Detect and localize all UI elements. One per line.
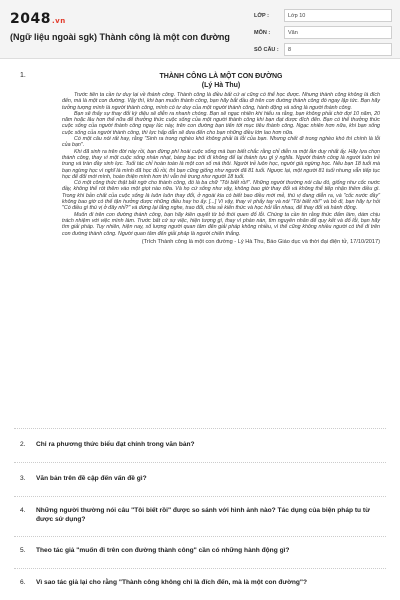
question-number: 2. [20, 441, 26, 448]
question-item [20, 546, 380, 555]
divider [14, 462, 386, 463]
question-text: Chỉ ra phương thức biểu đạt chính trong văn bản? [36, 441, 195, 448]
meta-label: LỚP : [254, 12, 269, 19]
passage-paragraph: Bạn sẽ thấy sự thay đổi kỳ diệu sẽ diễn ra nhanh chóng. Bạn sẽ ngạc nhiên khi hiểu ra rằng, bạn không phải chờ đợi 10 năm, 20 năm hoặc lâu hơn thế nữa để thưởng thức cuộc sống của một người thành công khi bạn đạt được đích đến. Bạn có thể thưởng thức cuộc sống của người thành công ngay lúc này, trên con đường bạn tiến tới mục tiêu thành công. Ngạc nhiên hơn nữa, khi bạn sống cuộc sống của người thành công, thì lực hấp dẫn sẽ đưa đến cho bạn những điều lớn lao hơn nữa. [62, 110, 380, 136]
passage-author: (Lý Hà Thu) [201, 82, 241, 89]
passage-paragraph: Có một công thức thật bất ngờ cho thành công, đó là ba chữ "Tôi biết rồi!". Những người thường nói câu đó, giống như cốc nước đầy, không thể rót thêm vào một giọt nào nữa. Và họ cứ sống như vậy, không bao giờ thay đổi và không thể tiếp nhận thêm điều gì. Trong khi bản chất của cuộc sống là luôn luôn thay đổi, ở ngoài kia có biết bao điều mới mẻ, thú vị đang diễn ra, và "cốc nước đầy" không bao giờ có thể tận hưởng được những điều hay ho ấy. [...] Vì vậy, thay vì phẩy tay và nói "Tôi biết rồi!" và bỏ đi, bạn hãy tự hỏi "Có điều gì thú vị ở đây nhỉ?" và dừng lại lắng nghe, trao đổi, chia sẻ kiến thức và học hỏi lẫn nhau, để thay đổi và hành động. [62, 180, 380, 212]
passage-paragraph: Có một câu nói rất hay, rằng "Sinh ra trong nghèo khó không phải là lỗi của bạn. Nhưng chết đi trong nghèo khó thì chính là lỗi của bạn". [62, 136, 380, 149]
divider [14, 428, 386, 429]
site-logo[interactable] [10, 11, 66, 27]
question-number: 1. [20, 72, 26, 79]
question-number: 3. [20, 475, 26, 482]
logo-suffix: .vn [51, 17, 66, 25]
passage-paragraph: Muốn đi trên con đường thành công, bạn hãy kiên quyết từ bỏ thói quen đổ lỗi. Chúng ta cần tin rằng thức đẩm làm, dám chịu trách nhiệm với việc mình làm. Trước bất cứ sự việc, hiện tượng gì, thay vì phàn nàn, tìm nguyên nhân để quy kết và đổ lỗi, bạn hãy tìm giải pháp. Tuy nhiên, hiện nay, số lượng người quan tâm đến giải pháp không nhiều, vì thế cũng không nhiều người có thể đi trên con đường thành công. Người quan tâm đến giải pháp là người chiến thắng. [62, 211, 380, 237]
question-number: 4. [20, 507, 26, 514]
question-item [20, 506, 380, 524]
meta-value-subject: Văn [284, 26, 392, 39]
meta-row-class [254, 8, 392, 23]
meta-row-question-count [254, 42, 392, 57]
meta-label: MÔN : [254, 29, 271, 36]
meta-label: SỐ CÂU : [254, 46, 279, 53]
meta-value-class: Lớp 10 [284, 9, 392, 22]
document-title: (Ngữ liệu ngoài sgk) Thành công là một con đường [10, 32, 230, 42]
reading-passage [62, 72, 380, 246]
question-text: Văn bản trên đề cập đến vấn đề gì? [36, 475, 147, 482]
meta-row-subject [254, 25, 392, 40]
meta-value-question-count: 8 [284, 43, 392, 56]
question-item [20, 474, 380, 483]
passage-paragraph: Trước tiên ta cần tư duy lại về thành công. Thành công là điều bất cứ ai cũng có thể học được. Nhưng thành công không là đích đến, mà là một con đường. Vậy thì, khi bạn muốn thành công, bạn hãy bắt đầu đi trên con đường thành công đó ngay lập tức. Bạn hãy tưởng tượng mình là người thành công, mình có tư duy của một người thành công, hành động và sống là người thành công. [62, 92, 380, 111]
question-number: 6. [20, 579, 26, 586]
question-text: Những người thường nói câu "Tôi biết rồi" được so sánh với hình ảnh nào? Tác dụng của biện pháp tu từ được sử dụng? [36, 507, 370, 523]
passage-title: THÀNH CÔNG LÀ MỘT CON ĐƯỜNG [159, 73, 283, 80]
divider [14, 536, 386, 537]
passage-paragraph: Khi đã sinh ra trên đời này rồi, bạn đừng phí hoài cuộc sống mà bạn biết chắc rằng chỉ diễn ra một lần duy nhất ấy. Hãy lựa chọn thành công, thay vì một cuộc sống nhàn nhạt, bàng bạc trôi đi không để lại thành tựu gì ý nghĩa. Người thành công là người luôn trẻ trung và tràn đầy sinh lực. Tuổi tác chỉ hoàn toàn là một con số mà thôi. Người trẻ luôn học, người già ngừng học. Nếu bạn 18 tuổi mà bạn ngừng học vì nghĩ là mình đã học đủ rồi, thì bạn cũng giống như người đã 81 tuổi. Ngược lại, một người 81 tuổi nhưng vẫn tiếp tục học để đổi mới mình, hoàn thiện mình hơn thì vẫn trẻ trung như người 18 tuổi. [62, 148, 380, 180]
divider [14, 496, 386, 497]
question-text: Vì sao tác giả lại cho rằng "Thành công không chỉ là đích đến, mà là một con đường"? [36, 579, 308, 586]
meta-panel [254, 8, 392, 59]
question-item [20, 578, 380, 587]
logo-main: 2048 [10, 11, 51, 27]
passage-source: (Trích Thành công là một con đường - Lý Hà Thu, Báo Giáo dục và thời đại điện tử, 17/10/2017) [141, 238, 380, 245]
question-number: 5. [20, 547, 26, 554]
divider [14, 568, 386, 569]
question-text: Theo tác giả "muốn đi trên con đường thành công" cần có những hành động gì? [36, 547, 290, 554]
question-item [20, 440, 380, 449]
page-header [0, 0, 400, 59]
